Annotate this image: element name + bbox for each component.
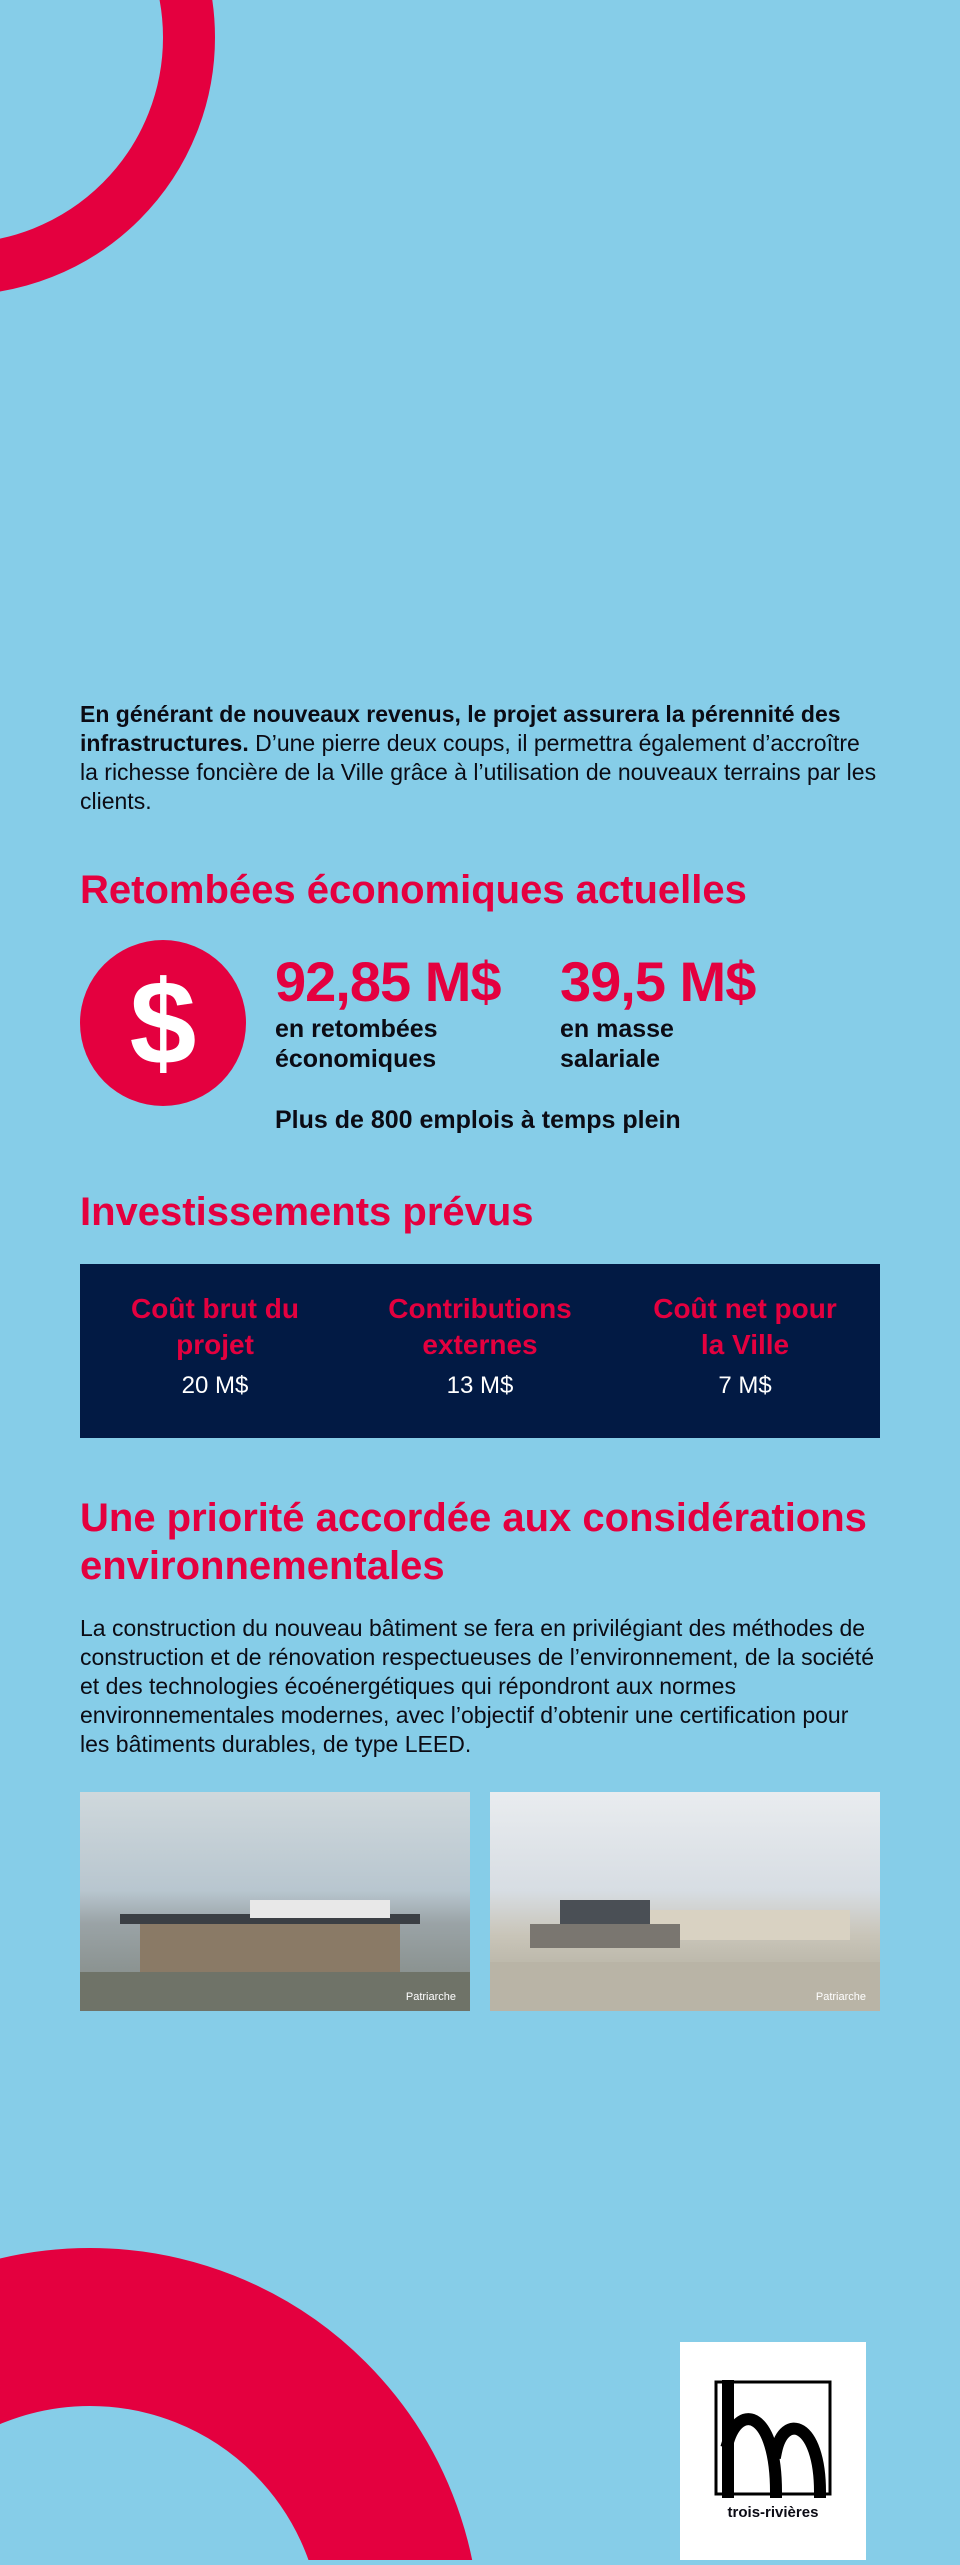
invest-title-line: Coût net pour — [653, 1293, 837, 1324]
env-heading — [80, 1494, 900, 1590]
trois-rivieres-logo-icon — [680, 2342, 866, 2560]
decorative-arc-top — [0, 0, 215, 313]
intro-rest: D’une pierre deux coups, il permettra également d’accroître la richesse foncière de la Ville grâce à l’utilisation de nouveaux terrains par les clients. — [80, 730, 877, 814]
building-rendering-2 — [490, 1792, 880, 2011]
invest-heading: Investissements prévus — [80, 1190, 534, 1234]
invest-title-line: projet — [176, 1329, 254, 1360]
econ-heading: Retombées économiques actuelles — [80, 868, 747, 912]
intro-bold: En générant de nouveaux revenus, le projet assurera la pérennité des infrastructures. — [80, 701, 841, 756]
investment-table — [80, 1264, 880, 1438]
invest-title-line: la Ville — [700, 1329, 790, 1360]
invest-column-value: 13 M$ — [446, 1372, 514, 1399]
invest-title-line: Contributions — [388, 1293, 572, 1324]
invest-column-value: 20 M$ — [181, 1372, 249, 1399]
jobs-statement: Plus de 800 emplois à temps plein — [275, 1106, 681, 1134]
building-rendering-1 — [80, 1792, 470, 2011]
stat-payroll — [560, 950, 755, 1074]
decorative-arc-bottom — [0, 2248, 480, 2560]
stat-label-line: salariale — [560, 1045, 661, 1073]
invest-column-external — [365, 1291, 595, 1438]
stat-label — [275, 1014, 501, 1074]
stat-economic-impact — [275, 950, 501, 1074]
env-heading-line: Une priorité accordée aux considérations — [80, 1496, 867, 1540]
invest-column-title — [365, 1291, 595, 1363]
env-paragraph: La construction du nouveau bâtiment se fera en privilégiant des méthodes de construction et de rénovation respectueuses de l’environnement, de la société et des technologies écoénergétiques qui répondront aux normes environnementales modernes, avec l’objectif d’obtenir une certification pour les bâtiments durables, de type LEED. — [80, 1615, 874, 1757]
invest-title-line: externes — [422, 1329, 538, 1360]
stat-value: 92,85 M$ — [275, 950, 501, 1013]
stat-label-line: économiques — [275, 1045, 437, 1073]
city-logo — [680, 2342, 866, 2560]
invest-column-net-cost — [630, 1291, 860, 1438]
invest-column-value: 7 M$ — [718, 1372, 772, 1399]
stat-label-line: en masse — [560, 1015, 674, 1043]
stat-label-line: en retombées — [275, 1015, 438, 1043]
stat-label — [560, 1014, 755, 1074]
invest-column-title — [630, 1291, 860, 1363]
dollar-icon: $ — [80, 940, 246, 1106]
stat-value: 39,5 M$ — [560, 950, 756, 1013]
photo-credit: Patriarche — [405, 1991, 456, 2003]
invest-title-line: Coût brut du — [131, 1293, 299, 1324]
invest-column-gross-cost — [100, 1291, 330, 1438]
logo-text: trois-rivières — [727, 2504, 819, 2521]
invest-column-title — [100, 1291, 330, 1363]
intro-paragraph — [80, 700, 880, 816]
env-heading-line: environnementales — [80, 1544, 445, 1588]
photo-credit: Patriarche — [815, 1991, 866, 2003]
